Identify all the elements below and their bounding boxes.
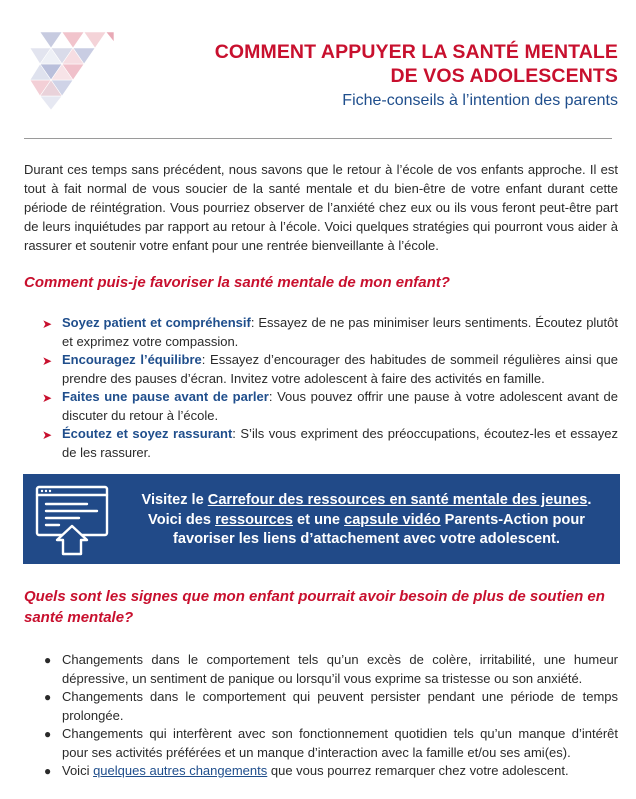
tip-lead: Soyez patient et compréhensif bbox=[62, 315, 251, 330]
video-capsule-link[interactable]: capsule vidéo bbox=[344, 511, 441, 528]
banner-text-part: et une bbox=[292, 511, 345, 528]
resources-banner bbox=[23, 474, 620, 564]
list-item bbox=[42, 688, 618, 725]
title-line-2: DE VOS ADOLESCENTS bbox=[390, 65, 618, 87]
tip-lead: Faites une pause avant de parler bbox=[62, 389, 269, 404]
tip-text: : Essayez de ne pas minimiser leurs sentiments. Écoutez plutôt et exprimez votre compassion. bbox=[62, 315, 618, 349]
sign-text: Changements qui interfèrent avec son fonctionnement quotidien tels qu’un manque d’intérêt pour ses activités préférées et un manque d’interaction avec la famille et/ou ses ami(es). bbox=[62, 726, 618, 760]
resources-link[interactable]: ressources bbox=[215, 511, 293, 528]
banner-text-part: Visitez le bbox=[141, 492, 208, 508]
list-item bbox=[42, 425, 618, 462]
dot-bullet-icon: ● bbox=[44, 653, 52, 667]
list-item bbox=[42, 351, 618, 388]
sign-text: Voici bbox=[62, 763, 94, 778]
arrow-bullet-icon: ➤ bbox=[42, 428, 53, 442]
arrow-bullet-icon: ➤ bbox=[42, 354, 53, 368]
banner-text-part: Parents-Action pour favoriser les liens d’attachement avec votre adolescent. bbox=[173, 511, 585, 547]
tip-text: : Essayez d’encourager des habitudes de sommeil régulières ainsi que prendre des pauses d’écran. Invitez votre adolescent à faire des activités en famille. bbox=[62, 352, 618, 386]
dot-bullet-icon: ● bbox=[44, 690, 52, 704]
sign-text: Changements dans le comportement tels qu’un excès de colère, irritabilité, une humeur dépressive, un sentiment de panique ou lorsqu’il vous exprime sa tristesse ou son anxiété. bbox=[62, 652, 618, 686]
dot-bullet-icon: ● bbox=[44, 764, 52, 778]
banner-text bbox=[127, 491, 606, 550]
tip-text: : Vous pouvez offrir une pause à votre adolescent avant de discuter du retour à l’école. bbox=[62, 389, 618, 423]
tip-lead: Écoutez et soyez rassurant bbox=[62, 426, 233, 441]
tip-text: : S’ils vous expriment des préoccupations, écoutez-les et essayez de les rassurer. bbox=[62, 426, 618, 460]
list-item bbox=[42, 388, 618, 425]
document-title bbox=[215, 40, 618, 112]
other-changes-link[interactable]: quelques autres changements bbox=[93, 763, 268, 778]
list-item bbox=[42, 651, 618, 688]
tip-lead: Encouragez l’équilibre bbox=[62, 352, 202, 367]
dot-bullet-icon: ● bbox=[44, 727, 52, 741]
intro-paragraph: Durant ces temps sans précédent, nous savons que le retour à l’école de vos enfants approche. Il est tout à fait normal de vous soucier de la santé mentale et du bien-être de votre enfant durant cette période de réintégration. Vous pourriez observer de l’anxiété chez eux ou ils vous feront peut-être part de leurs inquiétudes par rapport au retour à l’école. Voici quelques stratégies qui pourront vous aider à rassurer et soutenir votre enfant pour une rentrée bienveillante à l’école. bbox=[24, 162, 618, 253]
arrow-bullet-icon: ➤ bbox=[42, 317, 53, 331]
sign-text: que vous pourrez remarquer chez votre adolescent. bbox=[267, 763, 569, 778]
list-item bbox=[42, 762, 618, 781]
sign-text: Changements dans le comportement qui peuvent persister pendant une période de temps prolongée. bbox=[62, 689, 618, 723]
youth-mental-health-hub-link[interactable]: Carrefour des ressources en santé mentale des jeunes bbox=[207, 492, 588, 508]
web-page-download-icon bbox=[33, 482, 119, 556]
document-subtitle: Fiche-conseils à l’intention des parents bbox=[342, 92, 618, 109]
title-line-1: COMMENT APPUYER LA SANTÉ MENTALE bbox=[214, 41, 618, 63]
logo-icon bbox=[30, 22, 114, 110]
list-item bbox=[42, 725, 618, 762]
section1-heading: Comment puis-je favoriser la santé mentale de mon enfant? bbox=[24, 274, 450, 291]
banner-text-part: . Voici des bbox=[148, 492, 592, 528]
signs-list bbox=[42, 651, 618, 781]
section2-heading: Quels sont les signes que mon enfant pourrait avoir besoin de plus de soutien en santé mentale? bbox=[24, 588, 605, 626]
list-item bbox=[42, 314, 618, 351]
tips-list bbox=[42, 314, 618, 462]
arrow-bullet-icon: ➤ bbox=[42, 391, 53, 405]
header-divider bbox=[24, 138, 612, 139]
